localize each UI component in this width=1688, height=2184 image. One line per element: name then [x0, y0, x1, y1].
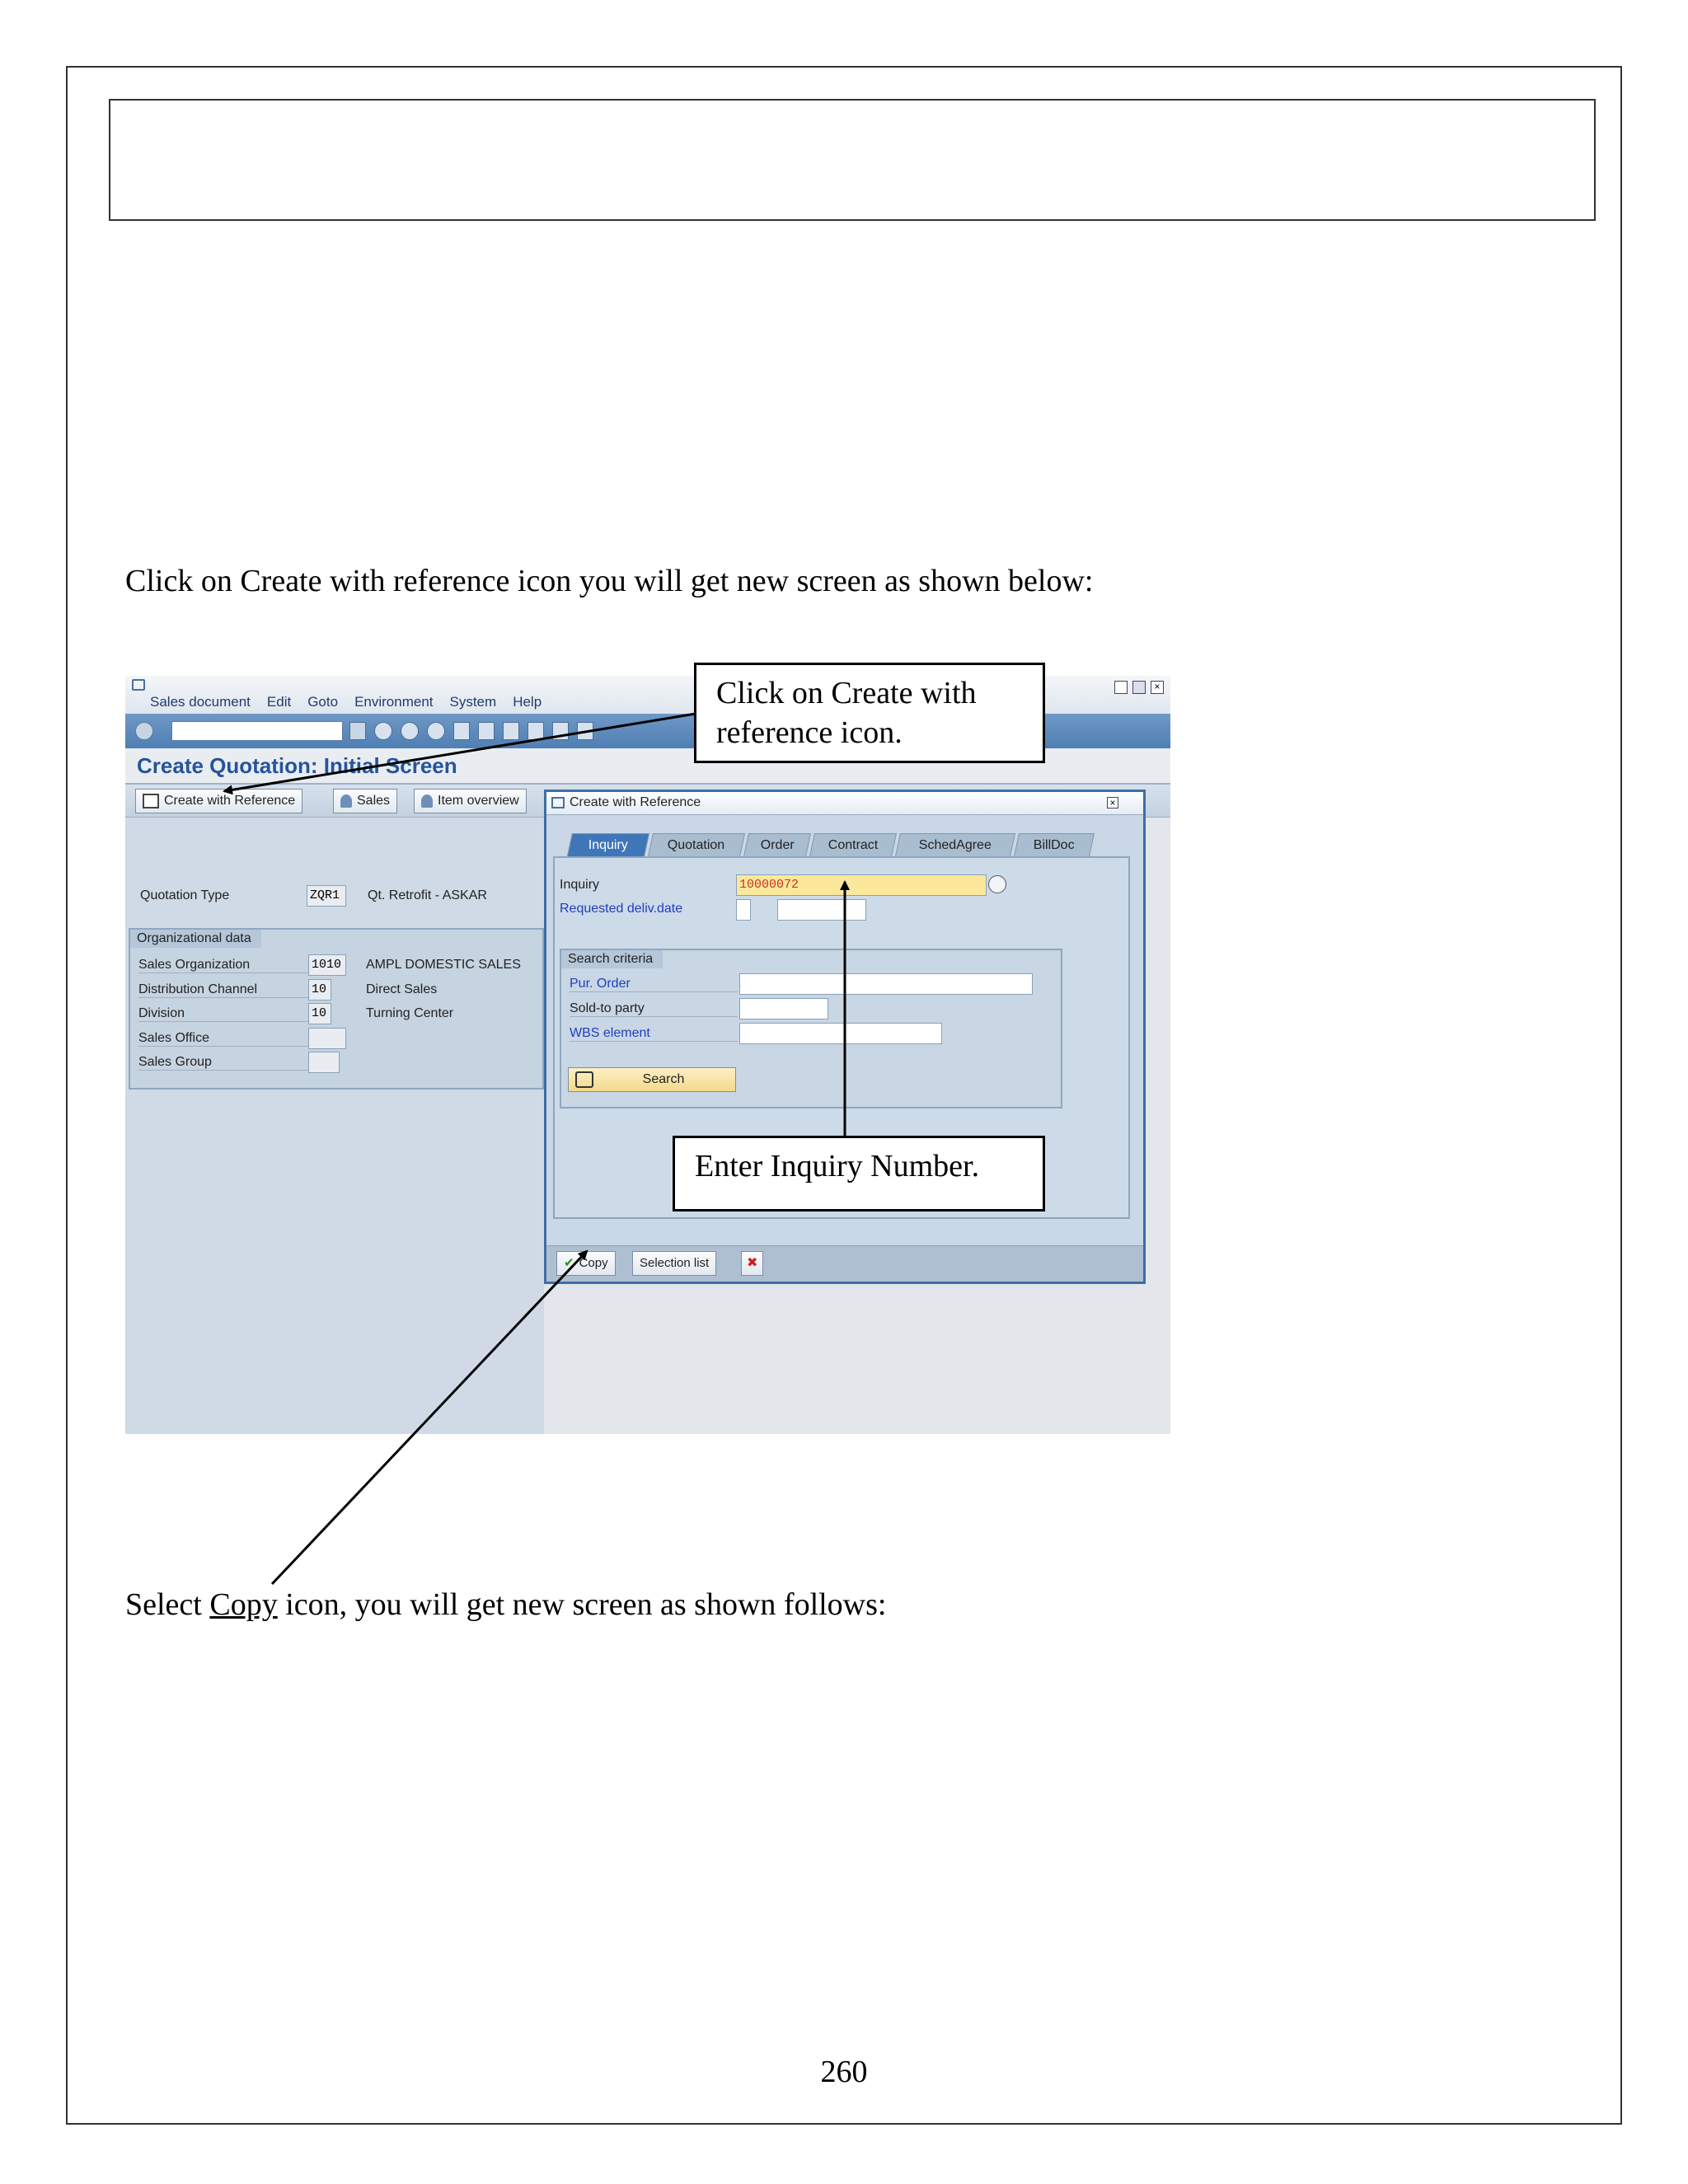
search-button-label: Search	[642, 1072, 685, 1086]
inquiry-label: Inquiry	[560, 878, 600, 892]
tab-schedagree[interactable]: SchedAgree	[895, 833, 1015, 856]
pur-order-label: Pur. Order	[570, 977, 738, 992]
close-icon[interactable]: ×	[1151, 681, 1164, 694]
selection-list-label: Selection list	[640, 1256, 710, 1270]
menu-edit[interactable]: Edit	[266, 694, 292, 710]
requested-deliv-date-label: Requested deliv.date	[560, 902, 683, 916]
sold-to-party-label: Sold-to party	[570, 1001, 738, 1017]
menu-goto[interactable]: Goto	[307, 694, 339, 710]
arrow-to-create-with-reference	[224, 714, 696, 791]
copy-underlined-word: Copy	[209, 1587, 278, 1622]
arrow-to-copy-button	[272, 1251, 587, 1584]
checkmark-icon: ✔	[564, 1256, 574, 1270]
cancel-x-icon: ✖	[747, 1256, 758, 1270]
page-number: 260	[820, 2055, 868, 2089]
copy-text-after: icon, you will get new screen as shown follows:	[277, 1587, 887, 1622]
copy-instruction-text	[125, 1586, 886, 1623]
create-with-reference-label: Create with Reference	[164, 794, 296, 808]
dialog-close-icon[interactable]: ×	[1107, 797, 1118, 808]
quotation-type-description: Qt. Retrofit - ASKAR	[368, 888, 487, 902]
sales-office-label: Sales Office	[138, 1031, 312, 1047]
item-overview-label: Item overview	[438, 794, 519, 808]
sales-organization-field[interactable]: 1010	[308, 954, 346, 976]
organizational-data-title: Organizational data	[130, 930, 261, 948]
inquiry-number-field[interactable]: 10000072	[736, 874, 987, 896]
wbs-element-label: WBS element	[570, 1026, 738, 1042]
menu-system[interactable]: System	[449, 694, 497, 710]
sales-label: Sales	[357, 794, 391, 808]
distribution-channel-field[interactable]: 10	[308, 979, 331, 1001]
quotation-type-label: Quotation Type	[140, 888, 230, 902]
division-field[interactable]: 10	[308, 1003, 331, 1024]
sales-organization-label: Sales Organization	[138, 958, 312, 973]
sales-group-label: Sales Group	[138, 1055, 312, 1071]
tab-contract[interactable]: Contract	[809, 833, 897, 856]
screen-title: Create Quotation: Initial Screen	[137, 753, 457, 778]
distribution-channel-label: Distribution Channel	[138, 982, 312, 998]
copy-button-label: Copy	[579, 1256, 608, 1270]
quotation-type-field[interactable]: ZQR1	[307, 885, 346, 907]
division-label: Division	[138, 1006, 312, 1022]
menu-help[interactable]: Help	[513, 694, 542, 710]
callout-enter-inquiry: Enter Inquiry Number.	[673, 1136, 1045, 1212]
tab-billdoc[interactable]: BillDoc	[1014, 833, 1095, 856]
sales-organization-description: AMPL DOMESTIC SALES	[366, 958, 521, 972]
division-description: Turning Center	[366, 1006, 454, 1020]
menu-sales-document[interactable]: Sales document	[150, 694, 251, 710]
tab-inquiry[interactable]: Inquiry	[567, 833, 649, 856]
menu-environment[interactable]: Environment	[354, 694, 434, 710]
copy-text-before: Select	[125, 1587, 210, 1622]
tab-order[interactable]: Order	[743, 833, 811, 856]
dialog-title: Create with Reference	[570, 795, 701, 809]
tab-quotation[interactable]: Quotation	[648, 833, 745, 856]
callout-create-with-reference: Click on Create with reference icon.	[694, 663, 1045, 763]
intro-text: Click on Create with reference icon you will get new screen as shown below:	[125, 564, 1094, 598]
search-criteria-title: Search criteria	[561, 950, 663, 968]
distribution-channel-description: Direct Sales	[366, 982, 438, 996]
